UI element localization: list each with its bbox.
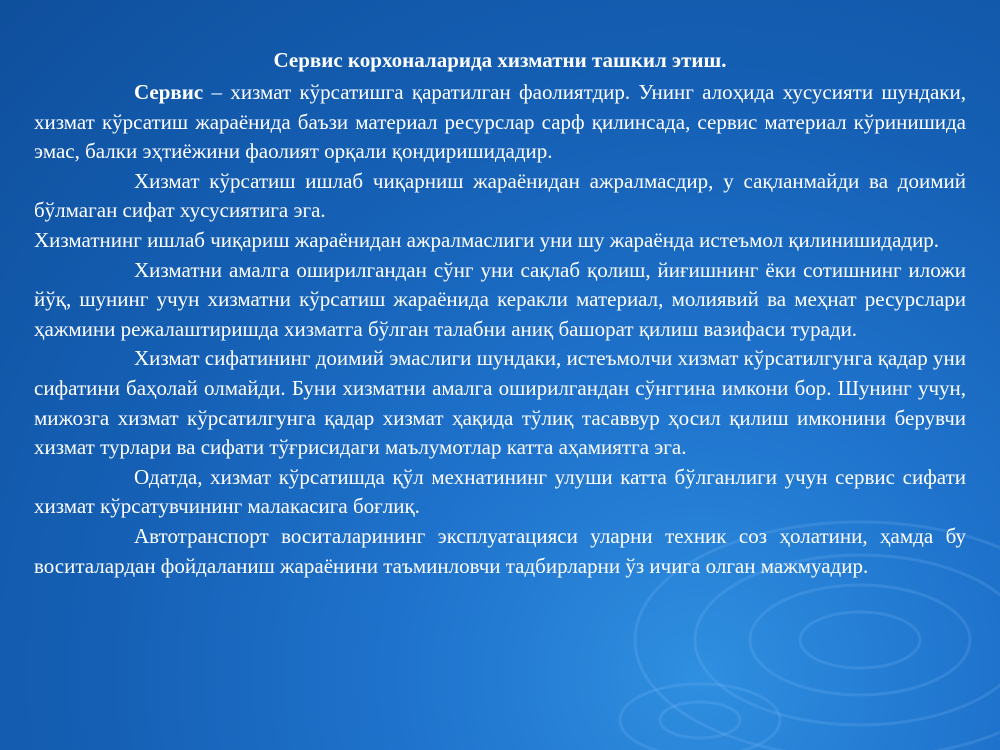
body-paragraph	[34, 167, 966, 226]
paragraph-text: Хизматни амалга оширилгандан сўнг уни сақлаб қолиш, йиғишнинг ёки сотишнинг иложи йўқ, шунинг учун хизматни кўрсатиш жараёнида керакли материал, молиявий ва меҳнат ресурслари ҳажмини режалаштиришда хизматга бўлган талабни аниқ башорат қилиш вазифаси туради.	[34, 257, 966, 341]
paragraph-text: Хизмат сифатининг доимий эмаслиги шундаки, истеъмолчи хизмат кўрсатилгунга қадар уни сифатини баҳолай олмайди. Буни хизматни амалга оширилгандан сўнггина имкони бор. Шунинг учун, мижозга хизмат кўрсатилгунга қадар хизмат ҳақида тўлиқ тасаввур ҳосил қилиш имконини берувчи хизмат турлари ва сифати тўғрисидаги маълумотлар катта аҳамиятга эга.	[34, 346, 966, 460]
slide-title: Сервис корхоналарида хизматни ташкил этиш.	[273, 48, 727, 72]
body-paragraph	[34, 463, 966, 522]
body-paragraph	[34, 226, 966, 256]
paragraph-text: Автотранспорт воситаларининг эксплуатацияси уларни техник соз ҳолатини, ҳамда бу воситалардан фойдаланиш жараёнини таъминловчи тадбирларни ўз ичига олган мажмуадир.	[34, 523, 966, 578]
body-paragraph	[34, 522, 966, 581]
paragraph-text: Хизмат кўрсатиш ишлаб чиқарниш жараёнидан ажралмасдир, у сақланмайди ва доимий бўлмаган сифат хусусиятига эга.	[34, 168, 966, 223]
body-paragraph	[34, 78, 966, 167]
paragraph-text: Хизматнинг ишлаб чиқариш жараёнидан ажралмаслиги уни шу жараёнда истеъмол қилинишидадир.	[34, 227, 940, 252]
body-paragraph	[34, 344, 966, 462]
slide-content	[34, 46, 966, 581]
paragraph-text: Одатда, хизмат кўрсатишда қўл мехнатининг улуши катта бўлганлиги учун сервис сифати хизмат кўрсатувчининг малакасига боғлиқ.	[34, 464, 966, 519]
body-paragraph	[34, 256, 966, 345]
slide-body	[34, 78, 966, 581]
defined-term: Сервис	[134, 80, 204, 104]
paragraph-text: – хизмат кўрсатишга қаратилган фаолиятдир. Унинг алоҳида хусусияти шундаки, хизмат кўрсатиш жараёнида баъзи материал ресурслар сарф қилинсада, сервис материал кўринишида эмас, балки эҳтиёжини фаолият орқали қондиришидадир.	[34, 80, 966, 164]
